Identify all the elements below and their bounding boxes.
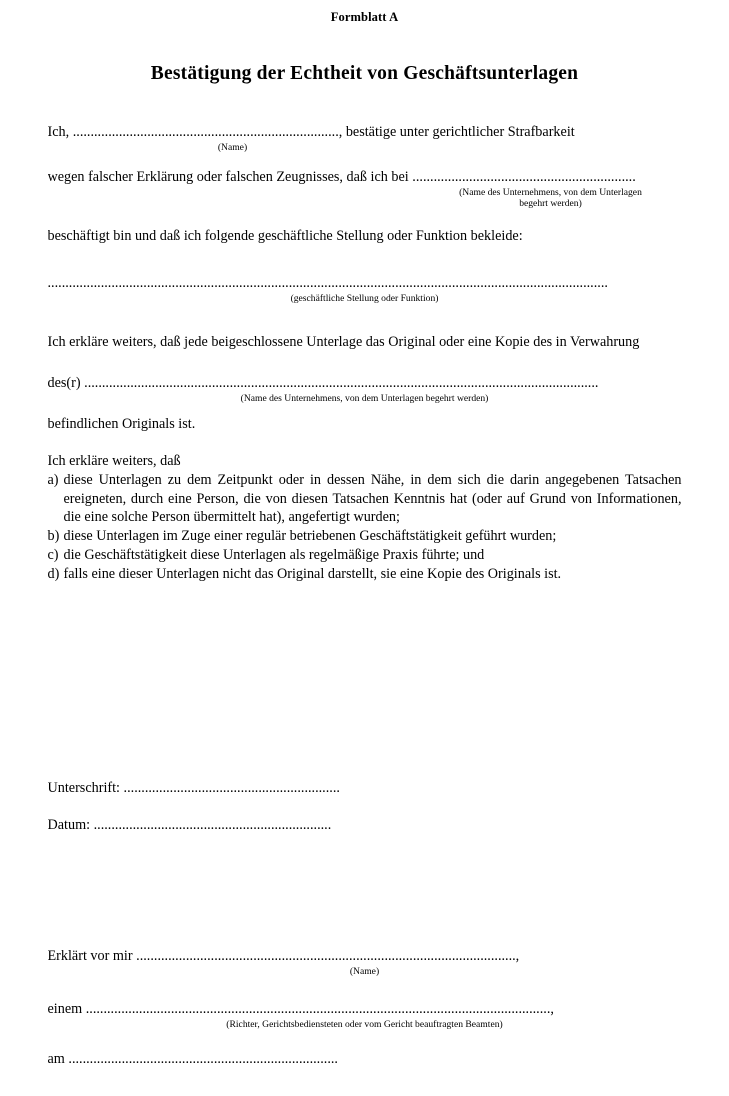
list-marker-c: c) [47,546,59,563]
declared-blank-dots[interactable]: ..........................................................................................................., [136,947,520,964]
list-marker-d: d) [47,565,60,582]
list-item [48,527,682,546]
document-page [0,10,729,1096]
list-item [48,546,682,565]
list-item [48,471,682,527]
document-body [48,85,682,1068]
attestation-declared-line [48,947,682,966]
caption-company-1-line1: (Name des Unternehmens, von dem Unterlagen [459,187,642,199]
caption-name: (Name) [217,141,248,153]
caption-company-1 [426,187,676,209]
list-text-b: diese Unterlagen im Zuge einer regulär betriebenen Geschäftstätigkeit geführt wurden; [63,528,557,545]
signature-blank-dots[interactable]: ............................................................. [123,780,340,797]
declared-label: Erklärt vor mir [47,947,133,964]
date-blank-dots[interactable]: ................................................................... [93,817,332,834]
declaration-des-line [48,374,682,393]
caption-position: (geschäftliche Stellung oder Funktion) [290,292,439,304]
list-item [48,565,682,584]
declaration-para-1: Ich erkläre weiters, daß jede beigeschlossene Unterlage das Original oder eine Kopie des in Verwahrung [47,334,640,351]
date-label: Datum: [47,817,91,834]
attestation-official-line [48,1000,682,1019]
list-text-d: falls eine dieser Unterlagen nicht das Original darstellt, sie eine Kopie des Originals ist. [63,565,562,582]
date-line [48,816,682,835]
intro-line-1 [48,123,682,142]
position-blank-dots[interactable]: .............................................................................................................................................................. [47,274,608,291]
attestation-date-blank-dots[interactable]: ............................................................................ [68,1050,338,1067]
intro-line-2 [48,168,682,187]
intro-after: , bestätige unter gerichtlicher Strafbarkeit [338,124,575,140]
caption-official: (Richter, Gerichtsbediensteten oder vom Gericht beauftragten Beamten) [226,1018,503,1030]
name-blank-dots[interactable]: ........................................................................... [72,124,339,140]
des-label: des(r) [47,375,81,392]
declaration-para-3: Ich erkläre weiters, daß [47,453,181,470]
intro-line-3: beschäftigt bin und daß ich folgende geschäftliche Stellung oder Funktion bekleide: [47,228,523,245]
signature-line [48,779,682,798]
list-text-a: diese Unterlagen zu dem Zeitpunkt oder in dessen Nähe, in dem sich die darin angegebenen Tatsachen ereigneten, durch eine Person, die von diesen Tatsachen Kenntnis hat (oder auf Grund von Informationen, die eine solche Person übermittelt hat), angefertigt wurden; [63,471,682,526]
official-label: einem [47,1001,83,1018]
company-blank-dots-1[interactable]: ............................................................... [412,169,636,186]
caption-company-2: (Name des Unternehmens, von dem Unterlagen begehrt werden) [240,392,489,404]
page-title: Bestätigung der Echtheit von Geschäftsunterlagen [150,63,579,84]
attestation-date-label: am [47,1050,65,1067]
list-text-c: die Geschäftstätigkeit diese Unterlagen als regelmäßige Praxis führte; und [63,546,485,563]
caption-attestation-name: (Name) [349,965,380,977]
official-blank-dots[interactable]: ..................................................................................................................................., [85,1001,554,1018]
declaration-para-2: befindlichen Originals ist. [47,416,196,433]
signature-label: Unterschrift: [47,780,120,797]
attestation-date-line [48,1050,682,1069]
company-blank-dots-2[interactable]: ................................................................................................................................................. [84,375,599,392]
form-label: Formblatt A [330,10,399,24]
list-marker-b: b) [47,528,60,545]
caption-company-1-line2: begehrt werden) [519,198,582,210]
intro-start: Ich, [47,124,70,140]
intro-line2-start: wegen falscher Erklärung oder falschen Zeugnisses, daß ich bei [47,169,409,186]
list-marker-a: a) [47,471,59,488]
